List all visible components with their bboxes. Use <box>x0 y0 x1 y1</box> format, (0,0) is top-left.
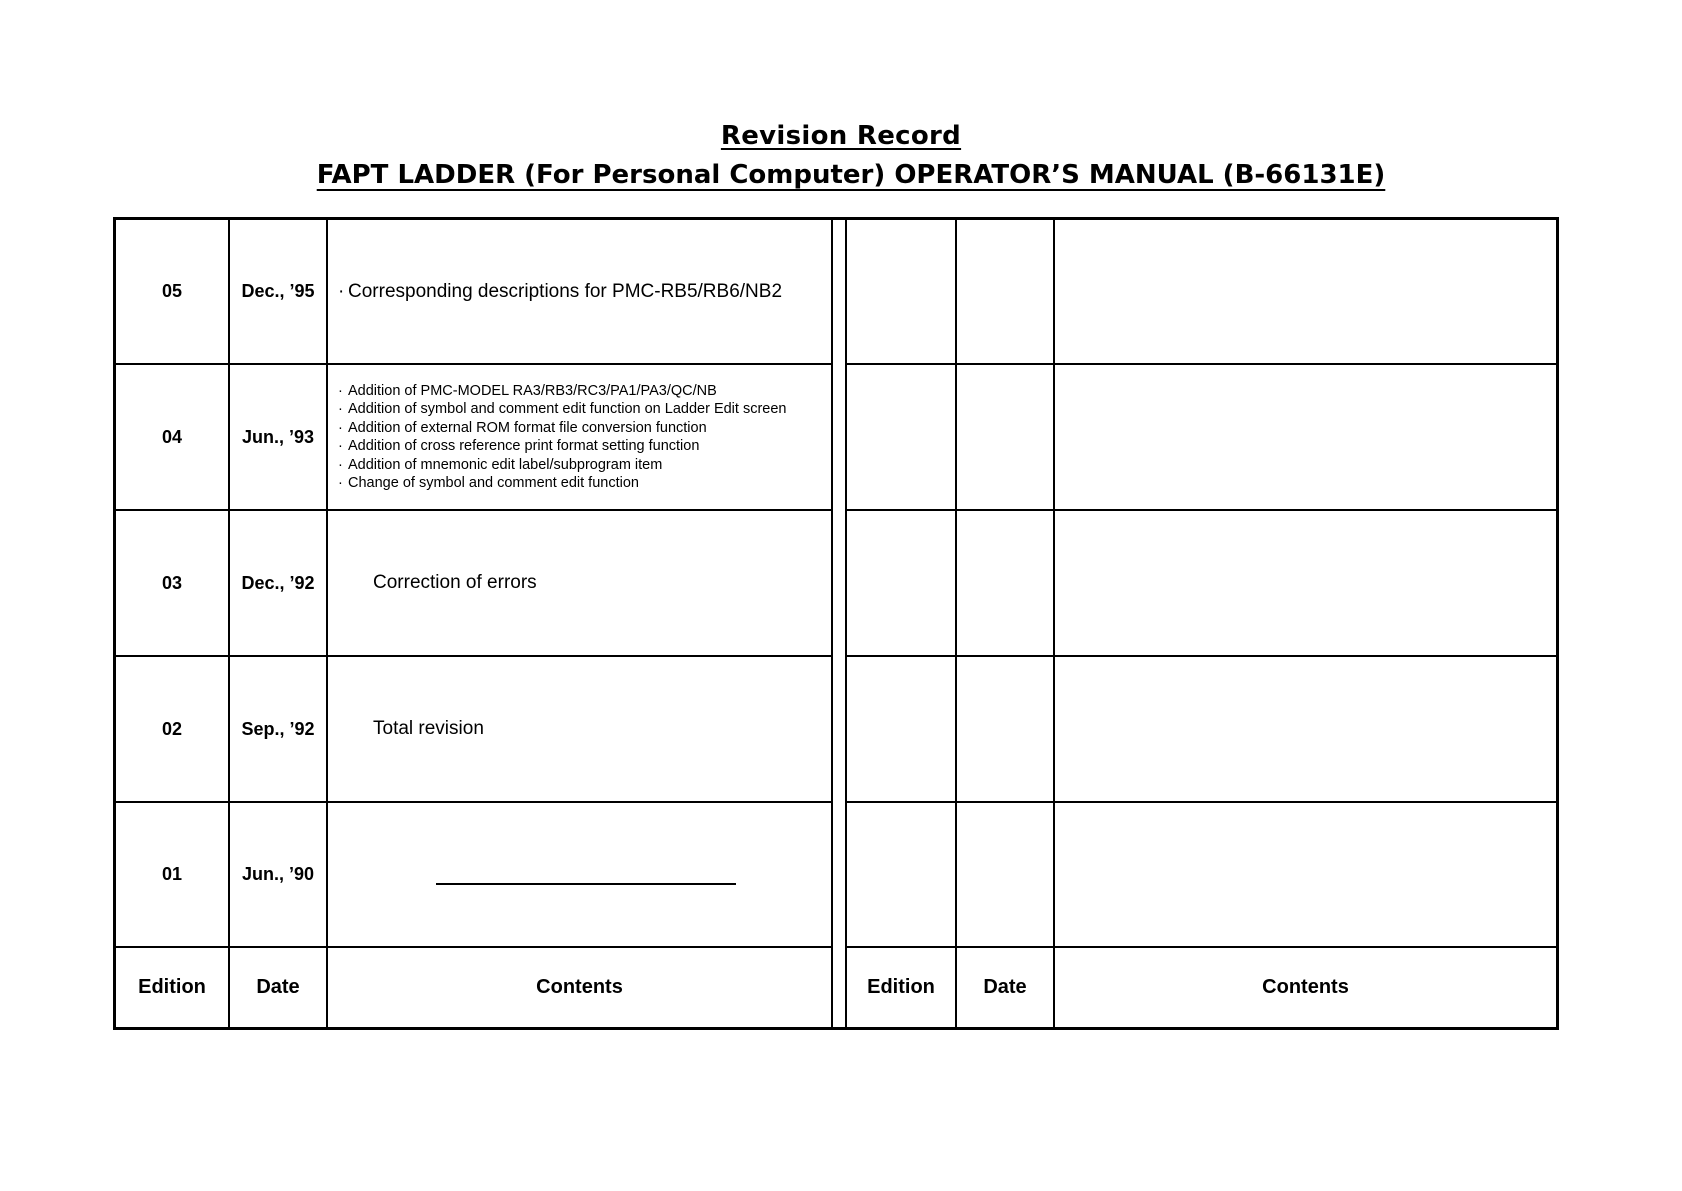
empty-edition-cell <box>847 511 957 657</box>
empty-contents-cell <box>1055 365 1556 511</box>
empty-date-cell <box>957 803 1055 948</box>
edition-cell: 04 <box>116 365 230 511</box>
column-header-edition-right: Edition <box>847 948 957 1027</box>
contents-item: · Addition of cross reference print format setting function <box>340 437 786 456</box>
contents-list <box>340 382 786 493</box>
contents-item: · Addition of PMC-MODEL RA3/RB3/RC3/PA1/PA3/QC/NB <box>340 382 786 401</box>
contents-cell <box>328 365 833 511</box>
empty-contents-cell <box>1055 657 1556 803</box>
blank-line <box>436 883 736 885</box>
page-subtitle-text: FAPT LADDER (For Personal Computer) OPERATOR’S MANUAL (B-66131E) <box>316 160 1386 190</box>
date-cell: Jun., ’93 <box>230 365 328 511</box>
column-header-date-right: Date <box>957 948 1055 1027</box>
edition-cell: 05 <box>116 220 230 365</box>
empty-contents-cell <box>1055 511 1556 657</box>
contents-cell <box>328 803 833 948</box>
contents-item: · Addition of external ROM format file conversion function <box>340 419 786 438</box>
date-cell: Dec., ’95 <box>230 220 328 365</box>
empty-date-cell <box>957 220 1055 365</box>
column-header-date: Date <box>230 948 328 1027</box>
contents-item: · Change of symbol and comment edit function <box>340 474 786 493</box>
date-cell: Dec., ’92 <box>230 511 328 657</box>
empty-contents-cell <box>1055 803 1556 948</box>
table-center-divider <box>833 220 847 1027</box>
edition-cell: 02 <box>116 657 230 803</box>
empty-date-cell <box>957 511 1055 657</box>
contents-list <box>340 281 782 303</box>
date-cell: Jun., ’90 <box>230 803 328 948</box>
contents-cell: Total revision <box>328 657 833 803</box>
page-subtitle <box>10 160 1682 190</box>
page-title-text: Revision Record <box>720 121 962 151</box>
empty-edition-cell <box>847 365 957 511</box>
empty-edition-cell <box>847 220 957 365</box>
column-header-contents: Contents <box>328 948 833 1027</box>
empty-date-cell <box>957 365 1055 511</box>
column-header-edition: Edition <box>116 948 230 1027</box>
empty-contents-cell <box>1055 220 1556 365</box>
empty-date-cell <box>957 657 1055 803</box>
revision-record-table <box>113 217 1559 1030</box>
empty-edition-cell <box>847 657 957 803</box>
edition-cell: 03 <box>116 511 230 657</box>
contents-cell: Correction of errors <box>328 511 833 657</box>
page-title <box>0 121 1682 151</box>
column-header-contents-right: Contents <box>1262 976 1349 998</box>
contents-cell <box>328 220 833 365</box>
date-cell: Sep., ’92 <box>230 657 328 803</box>
contents-item: · Addition of mnemonic edit label/subprogram item <box>340 456 786 475</box>
edition-cell: 01 <box>116 803 230 948</box>
contents-item: · Corresponding descriptions for PMC-RB5/RB6/NB2 <box>340 281 782 303</box>
empty-edition-cell <box>847 803 957 948</box>
contents-item: · Addition of symbol and comment edit function on Ladder Edit screen <box>340 400 786 419</box>
